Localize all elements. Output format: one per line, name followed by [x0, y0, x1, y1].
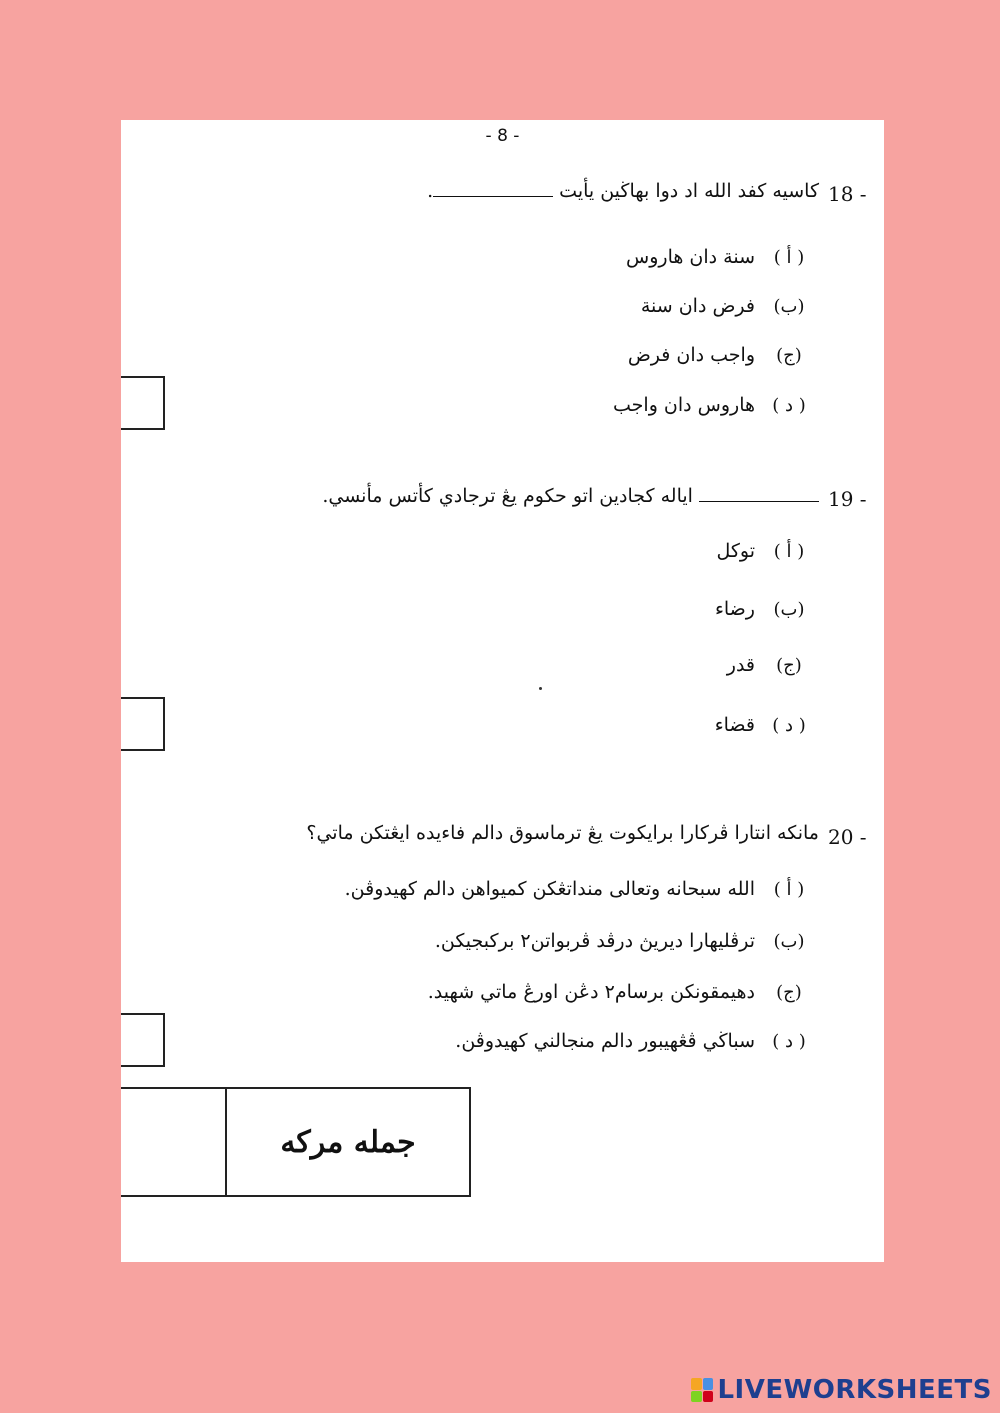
option-text: رضاء [714, 598, 755, 620]
option-letter: (ب) [773, 599, 805, 620]
question-18-option-b[interactable] [641, 295, 819, 317]
option-letter: ( أ ) [773, 541, 805, 562]
total-marks-score-cell[interactable] [121, 1089, 227, 1195]
option-text: الله سبحانه وتعالى منداتڠكن كميواهن دالم كهيدوڤن. [344, 878, 755, 900]
question-20-option-c[interactable] [428, 981, 819, 1003]
question-20-text: مانكه انتارا ڤركارا برايكوت يڠ ترماسوق دالم فاءيده ايڠتكن ماتي؟ [306, 822, 819, 844]
question-19-option-b[interactable] [715, 598, 819, 620]
option-text: توكل [716, 540, 755, 562]
option-text: سباڬي ڤڠهيبور دالم منجالني كهيدوڤن. [455, 1030, 755, 1052]
option-letter: ( د ) [772, 395, 806, 416]
question-19-option-d[interactable] [715, 714, 819, 736]
option-text: واجب دان فرض [627, 344, 755, 366]
option-text: ترڤليهارا ديريڽ درڤد ڤربواتن٢ بركبجيكن. [434, 930, 755, 952]
question-20-answer-box[interactable] [121, 1013, 165, 1067]
worksheet-page [121, 120, 884, 1262]
question-18-text [427, 180, 819, 202]
question-19-answer-blank[interactable] [699, 501, 819, 502]
question-18-text-before: كاسيه كفد الله اد دوا بهاڬين يأيت [559, 180, 819, 202]
option-text: سنة دان هاروس [626, 246, 755, 268]
question-19-answer-box[interactable] [121, 697, 165, 751]
liveworksheets-logo[interactable] [691, 1375, 992, 1405]
question-20-number: 20 - [828, 825, 867, 849]
option-letter: (ج) [776, 345, 802, 366]
question-19-option-a[interactable] [716, 540, 819, 562]
question-18-option-d[interactable] [613, 394, 819, 416]
option-letter: (ج) [776, 655, 802, 676]
total-marks-label: جمله مركه [280, 1124, 416, 1160]
question-19-text-after: اياله كجادين اتو حكوم يڠ ترجادي كأتس مأنسي. [322, 485, 693, 507]
question-19-option-c[interactable] [727, 654, 819, 676]
liveworksheets-logo-icon [691, 1378, 713, 1402]
option-letter: (ج) [776, 982, 802, 1003]
option-letter: (ب) [773, 296, 805, 317]
option-text: قدر [726, 654, 755, 676]
question-19-text [322, 485, 819, 507]
liveworksheets-logo-text: LIVEWORKSHEETS [717, 1375, 992, 1405]
page-number: - 8 - [485, 126, 520, 146]
option-letter: ( د ) [772, 1031, 806, 1052]
question-20-option-a[interactable] [345, 878, 819, 900]
total-marks-box [121, 1087, 471, 1197]
question-18-number: 18 - [828, 182, 867, 206]
question-18-answer-blank[interactable] [433, 196, 553, 197]
option-letter: (ب) [773, 931, 805, 952]
option-letter: ( د ) [772, 715, 806, 736]
option-letter: ( أ ) [773, 879, 805, 900]
option-text: هاروس دان واجب [613, 394, 755, 416]
option-text: قضاء [714, 714, 755, 736]
option-letter: ( أ ) [773, 247, 805, 268]
question-18-option-a[interactable] [626, 246, 819, 268]
option-text: فرض دان سنة [640, 295, 755, 317]
question-20-option-b[interactable] [435, 930, 819, 952]
scan-speck [539, 687, 542, 690]
question-18-text-after: . [427, 180, 434, 202]
question-19-number: 19 - [828, 487, 867, 511]
question-18-answer-box[interactable] [121, 376, 165, 430]
question-20-option-d[interactable] [455, 1030, 819, 1052]
option-text: دهيمقونكن برسام٢ دڠن اورڠ ماتي شهيد. [427, 981, 755, 1003]
question-18-option-c[interactable] [628, 344, 819, 366]
